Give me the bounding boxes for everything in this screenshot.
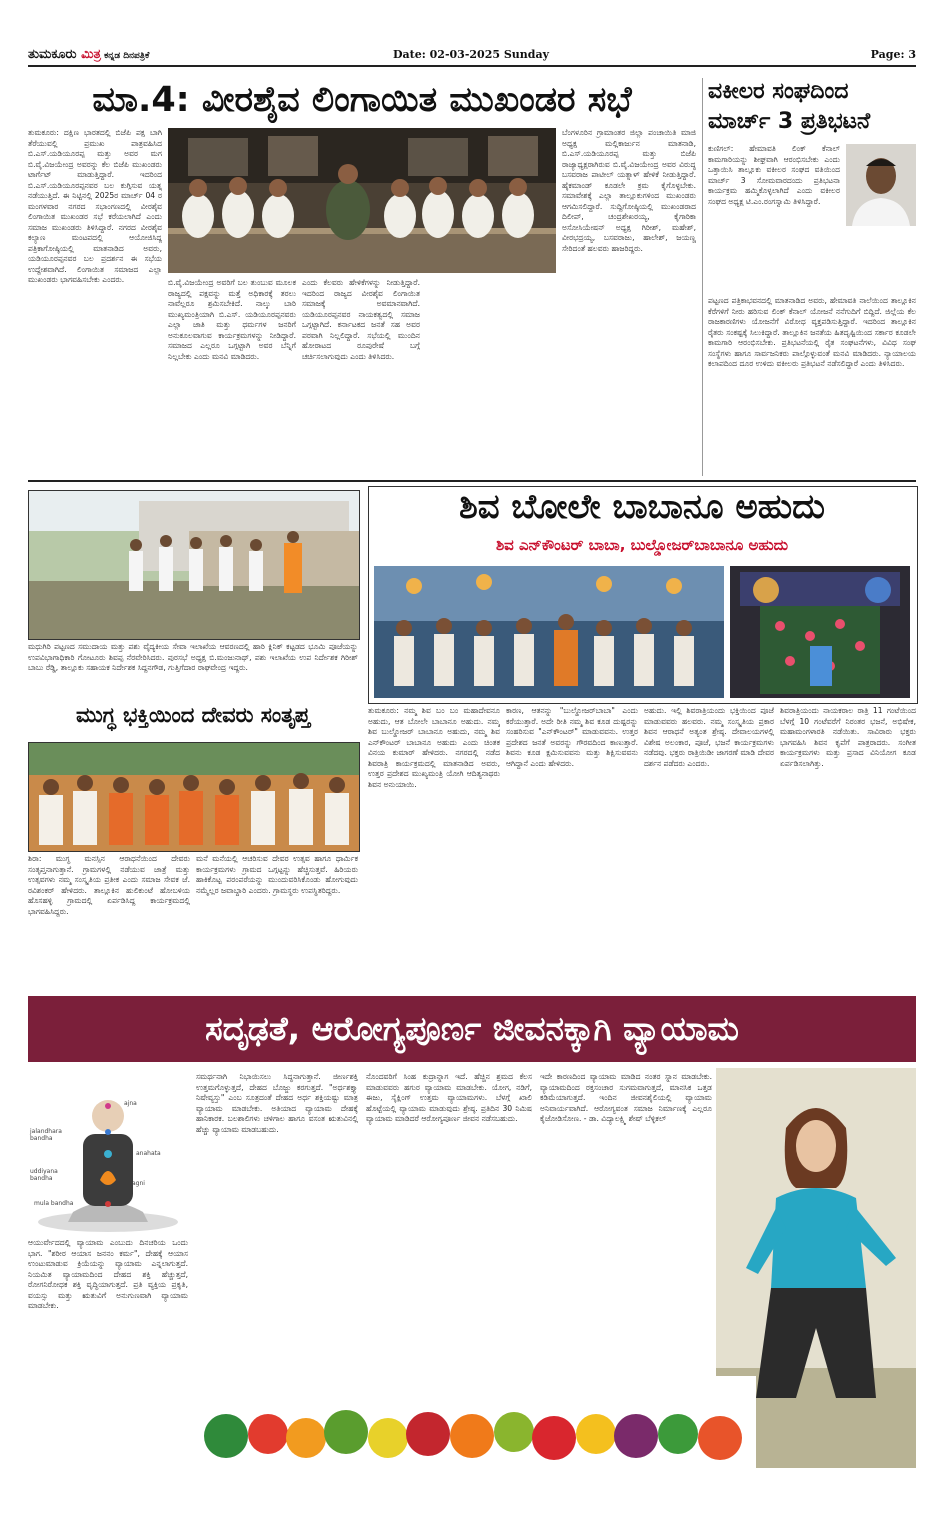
story5-col2: ಮನೆ ಮನೆಯಲ್ಲಿ ಆಚರಿಸುವ ದೇವರ ಉತ್ಸವ ಹಾಗೂ ಧಾರ್ಮಿಕ ಕಾರ್ಯಕ್ರಮಗಳು ಗ್ರಾಮದ ಒಗ್ಗಟ್ಟನ್ನು ಹೆಚ್ಚಿಸುತ್ತವೆ. ಹಿರಿಯರು ಹಾಕಿಕೊಟ್ಟ ಪರಂಪರೆಯನ್ನು ಮುಂದುವರಿಸಿಕೊಂಡು ಹೋಗುವುದು ನಮ್ಮೆಲ್ಲರ ಜವಾಬ್ದಾರಿ ಎಂದರು. ಗ್ರಾಮಸ್ಥರು ಉಪಸ್ಥಿತರಿದ್ದರು. <box>196 854 358 895</box>
story5-headline: ಮುಗ್ಧ ಭಕ್ತಿಯಿಂದ ದೇವರು ಸಂತೃಪ್ತ <box>75 703 311 727</box>
page-number: Page: 3 <box>870 48 916 61</box>
story4-col4: ಶಿವರಾತ್ರಿಯಂದು ನಾಯಕರಾಲ ರಾತ್ರಿ 11 ಗಂಟೆಯಿಂದ ಬೆಳಗ್ಗೆ 10 ಗಂಟೆವರೆಗೆ ನಿರಂತರ ಭಜನೆ, ಅಭಿಷೇಕ, ಮಹಾಮಂಗಳಾರತಿ ನಡೆಯಿತು. ಸಾವಿರಾರು ಭಕ್ತರು ಭಾಗವಹಿಸಿ ಶಿವನ ಕೃಪೆಗೆ ಪಾತ್ರರಾದರು. ಸಂಗೀತ ಕಾರ್ಯಕ್ರಮಗಳು ಮತ್ತು ಪ್ರಸಾದ ವಿನಿಯೋಗ ಕೂಡ ಏರ್ಪಡಿಸಲಾಗಿತ್ತು. <box>780 706 916 768</box>
yoga-diagram <box>28 1072 188 1234</box>
label-uddiyana: uddiyana bandha <box>30 1168 58 1182</box>
story4-headline: ಶಿವ ಬೋಲೇ ಬಾಬಾನೂ ಅಹುದು <box>459 487 825 527</box>
story4-col2: ಕಾರಣ, ಆತನನ್ನು "ಬುಲ್ಡೋಜರ್‌ಬಾಬಾ" ಎಂದು ಕರೆಯುತ್ತಾರೆ. ಅದೇ ರೀತಿ ನಮ್ಮ ಶಿವ ಕೂಡ ದುಷ್ಟರನ್ನು ಸಂಹರಿಸುವ "ಎನ್‌ಕೌಂಟರ್" ಮಾಡುವವನು. ಉತ್ತರ ಪ್ರದೇಶದ ಜನತೆ ಅವರನ್ನು ಗೌರವದಿಂದ ಕಾಣುತ್ತಾರೆ. ಶಿವನು ಕೂಡ ಕ್ಷಮಿಸುವವನು ಮತ್ತು ಶಿಕ್ಷಿಸುವವನು ಆಗಿದ್ದಾನೆ ಎಂದು ಹೇಳಿದರು. <box>506 706 638 768</box>
ground-breaking-illustration <box>29 491 359 639</box>
story1-col2: ಬಿ.ವೈ.ವಿಜಯೇಂದ್ರ ಅವರಿಗೆ ಬಲ ತುಂಬುವ ಮೂಲಕ ರಾಜ್ಯದಲ್ಲಿ ಪಕ್ಷವನ್ನು ಮತ್ತೆ ಅಧಿಕಾರಕ್ಕೆ ತರಲು ನಾವೆಲ್ಲರೂ ಶ್ರಮಿಸಬೇಕಿದೆ. ನಾಲ್ಕು ಬಾರಿ ಮುಖ್ಯಮಂತ್ರಿಯಾಗಿ ಬಿ.ಎಸ್. ಯಡಿಯೂರಪ್ಪನವರು ಎಲ್ಲಾ ಜಾತಿ ಮತ್ತು ಧರ್ಮಗಳ ಜನರಿಗೆ ಅನುಕೂಲವಾಗುವ ಕಾರ್ಯಕ್ರಮಗಳನ್ನು ನೀಡಿದ್ದಾರೆ. ಸಮಾಜದ ಎಲ್ಲರೂ ಒಗ್ಗಟ್ಟಾಗಿ ಅವರ ಬೆನ್ನಿಗೆ ನಿಲ್ಲಬೇಕು ಎಂದು ಮನವಿ ಮಾಡಿದರು. <box>168 278 296 361</box>
story1-col3-cont <box>428 278 556 468</box>
story4-col1: ತುಮಕೂರು: ನಮ್ಮ ಶಿವ ಬಂ ಬಂ ಮಹಾದೇವನೂ ಅಹುದು, ಆತ ಬೋಲೇ ಬಾಬಾನೂ ಅಹುದು. ನಮ್ಮ ಶಿವ ಬುಲ್ಡೋಜರ್ ಬಾಬಾನೂ ಅಹುದು, ನಮ್ಮ ಶಿವ ಎನ್‌ಕೌಂಟರ್ ಬಾಬಾನೂ ಅಹುದು ಎಂದು ಚಿಂತಕ ವಿನಯ ಕುಮಾರ್ ಹೇಳಿದರು. ನಗರದಲ್ಲಿ ನಡೆದ ಶಿವರಾತ್ರಿ ಕಾರ್ಯಕ್ರಮದಲ್ಲಿ ಮಾತನಾಡಿದ ಅವರು, ಉತ್ತರ ಪ್ರದೇಶದ ಮುಖ್ಯಮಂತ್ರಿ ಯೋಗಿ ಆದಿತ್ಯನಾಥರು ಶಿವನ ಅನುಯಾಯಿ. <box>368 706 500 789</box>
story1-col1: ತುಮಕೂರು: ದಕ್ಷಿಣ ಭಾರತದಲ್ಲಿ ಬಿಜೆಪಿ ಪಕ್ಷ ಬಾಗಿ ತೆರೆಯುವಲ್ಲಿ ಪ್ರಮುಖ ಪಾತ್ರವಹಿಸಿದ ಬಿ.ಎಸ್.ಯಡಿಯೂರಪ್ಪ ಮತ್ತು ಅವರ ಮಗ ಬಿ.ವೈ.ವಿಜಯೇಂದ್ರ ಅವರನ್ನು ಕೆಲ ಬಿಜೆಪಿ ಮುಖಂಡರು ಟಾರ್ಗೆಟ್ ಮಾಡುತ್ತಿದ್ದಾರೆ. ಇದರಿಂದ ಬಿ.ಎಸ್.ಯಡಿಯೂರಪ್ಪನವರ ಬಲ ಕುಗ್ಗಿಸುವ ಯತ್ನ ನಡೆಯುತ್ತಿದೆ. ಈ ನಿಟ್ಟಿನಲ್ಲಿ 2025ರ ಮಾರ್ಚ್ 04 ರ ಮಂಗಳವಾರ ನಗರದ ಸಭಾಂಗಣದಲ್ಲಿ ವೀರಶೈವ ಲಿಂಗಾಯಿತ ಮುಖಂಡರ ಸಭೆ ಕರೆಯಲಾಗಿದೆ ಎಂದು ಸಮಾಜ ಮುಖಂಡರು ತಿಳಿಸಿದ್ದಾರೆ. ನಗರದ ವೀರಶೈವ ಕಲ್ಯಾಣ ಮಂಟಪದಲ್ಲಿ ಆಯೋಜಿಸಿದ್ದ ಪತ್ರಿಕಾಗೋಷ್ಠಿಯಲ್ಲಿ ಮಾತನಾಡಿದ ಅವರು, ಯಡಿಯೂರಪ್ಪನವರ ಬಲ ಪ್ರದರ್ಶನ ಈ ಸಭೆಯ ಉದ್ದೇಶವಾಗಿದೆ. ಲಿಂಗಾಯಿತ ಸಮಾಜದ ಎಲ್ಲಾ ಮುಖಂಡರು ಭಾಗವಹಿಸಬೇಕು ಎಂದರು. <box>28 128 162 284</box>
story2-headline-line1: ವಕೀಲರ ಸಂಘದಿಂದ <box>708 79 849 104</box>
story4-col3: ಅಹುದು. ಇಲ್ಲಿ ಶಿವರಾತ್ರಿಯಂದು ಭಕ್ತಿಯಿಂದ ಪೂಜೆ ಮಾಡುವವರು ಹಲವರು. ನಮ್ಮ ಸಂಸ್ಕೃತಿಯ ಪ್ರಕಾರ ಶಿವನ ಆರಾಧನೆ ಅತ್ಯಂತ ಶ್ರೇಷ್ಠ. ದೇವಾಲಯಗಳಲ್ಲಿ ವಿಶೇಷ ಅಲಂಕಾರ, ಪೂಜೆ, ಭಜನೆ ಕಾರ್ಯಕ್ರಮಗಳು ನಡೆದವು. ಭಕ್ತರು ರಾತ್ರಿಯಿಡೀ ಜಾಗರಣೆ ಮಾಡಿ ದೇವರ ದರ್ಶನ ಪಡೆದರು ಎಂದರು. <box>644 706 774 768</box>
label-ajna: ajna <box>124 1100 137 1107</box>
story6-col1: ಆಯುರ್ವೇದದಲ್ಲಿ ವ್ಯಾಯಾಮ ಎಂಬುದು ದಿನಚರಿಯ ಒಂದು ಭಾಗ. "ಶರೀರ ಆಯಾಸ ಜನನಂ ಕರ್ಮ", ದೇಹಕ್ಕೆ ಆಯಾಸ ಉಂಟುಮಾಡುವ ಕ್ರಿಯೆಯನ್ನು ವ್ಯಾಯಾಮ ಎನ್ನಲಾಗುತ್ತದೆ. ನಿಯಮಿತ ವ್ಯಾಯಾಮದಿಂದ ದೇಹದ ಶಕ್ತಿ ಹೆಚ್ಚುತ್ತದೆ, ರೋಗನಿರೋಧಕ ಶಕ್ತಿ ವೃದ್ಧಿಯಾಗುತ್ತದೆ. ಪ್ರತಿ ವ್ಯಕ್ತಿಯ ಪ್ರಕೃತಿ, ವಯಸ್ಸು ಮತ್ತು ಋತುವಿಗೆ ಅನುಗುಣವಾಗಿ ವ್ಯಾಯಾಮ ಮಾಡಬೇಕು. <box>28 1238 188 1310</box>
newspaper-name <box>28 47 149 62</box>
story4-subheadline: ಶಿವ ಎನ್‌ಕೌಂಟರ್ ಬಾಬಾ, ಬುಲ್ಡೋಜರ್‌ಬಾಬಾನೂ ಅಹುದು <box>495 536 789 554</box>
group-photo-illustration <box>374 566 724 698</box>
story3-caption: ಮಧುಗಿರಿ ಪಟ್ಟಣದ ಸಮುದಾಯ ಮತ್ತು ಪಶು ವೈದ್ಯಕೀಯ ಸೇವಾ ಇಲಾಖೆಯ ಆವರಣದಲ್ಲಿ ಹಾರಿ ಕ್ಲಿನಿಕ್ ಕಟ್ಟಡದ ಭೂಮಿ ಪೂಜೆಯನ್ನು ಉಪವಿಭಾಗಾಧಿಕಾರಿ ಗೋಟೂರು ಶಿವಪ್ಪ ನೆರವೇರಿಸಿದರು. ಪುರಸಭೆ ಅಧ್ಯಕ್ಷ ಬಿ.ಮಂಜುನಾಥ್, ಪಶು ಇಲಾಖೆಯ ಉಪ ನಿರ್ದೇಶಕ ಗಿರೀಶ್ ಬಾಬು ರೆಡ್ಡಿ, ತಾಲ್ಲೂಕು ಸಹಾಯಕ ನಿರ್ದೇಶಕ ಸಿದ್ದನಗೌಡ, ಗುತ್ತಿಗೆದಾರ ರಾಘವೇಂದ್ರ ಇದ್ದರು. <box>28 642 358 672</box>
story1-headline: ಮಾ.4: ವೀರಶೈವ ಲಿಂಗಾಯಿತ ಮುಖಂಡರ ಸಭೆ <box>92 80 632 120</box>
label-anahata: anahata <box>136 1150 161 1157</box>
story6-col2: ಸಮರ್ಥನಾಗಿ ನಿಭಾಯಿಸಲು ಸಿದ್ಧನಾಗುತ್ತಾನೆ. ಜೀರ್ಣಶಕ್ತಿ ಉತ್ತಮಗೊಳ್ಳುತ್ತದೆ, ದೇಹದ ಬೊಜ್ಜು ಕರಗುತ್ತದೆ. "ಅರ್ಧಶಕ್ತ್ಯಾ ನಿಷೇವ್ಯಸ್ತು" ಎಂಬ ಸೂತ್ರದಂತೆ ದೇಹದ ಅರ್ಧ ಶಕ್ತಿಯಷ್ಟು ಮಾತ್ರ ವ್ಯಾಯಾಮ ಮಾಡಬೇಕು. ಅತಿಯಾದ ವ್ಯಾಯಾಮ ದೇಹಕ್ಕೆ ಹಾನಿಕಾರಕ. ಬಲಶಾಲಿಗಳು ಚಳಿಗಾಲ ಹಾಗೂ ವಸಂತ ಋತುವಿನಲ್ಲಿ ಹೆಚ್ಚು ವ್ಯಾಯಾಮ ಮಾಡಬಹುದು. <box>196 1072 358 1134</box>
story4-photo-group <box>374 566 724 698</box>
section-divider <box>28 480 916 482</box>
issue-date: Date: 02-03-2025 Sunday <box>393 48 549 61</box>
portrait-illustration <box>846 144 916 226</box>
story5-photo <box>28 742 360 852</box>
story1-photo <box>168 128 556 273</box>
story2-text-top: ಕುಣಿಗಲ್: ಹೇಮಾವತಿ ಲಿಂಕ್ ಕೆನಾಲ್ ಕಾಮಗಾರಿಯನ್ನು ಶೀಘ್ರವಾಗಿ ಆರಂಭಿಸಬೇಕು ಎಂದು ಒತ್ತಾಯಿಸಿ ತಾಲ್ಲೂಕು ವಕೀಲರ ಸಂಘದ ವತಿಯಿಂದ ಮಾರ್ಚ್ 3 ಸೋಮವಾರದಂದು ಪ್ರತಿಭಟನಾ ಕಾರ್ಯಕ್ರಮ ಹಮ್ಮಿಕೊಳ್ಳಲಾಗಿದೆ ಎಂದು ವಕೀಲರ ಸಂಘದ ಅಧ್ಯಕ್ಷ ಟಿ.ಎಂ.ರಂಗಸ್ವಾಮಿ ತಿಳಿಸಿದ್ದಾರೆ. <box>708 144 840 206</box>
story3-photo <box>28 490 360 640</box>
devotees-illustration <box>29 743 359 851</box>
banner-headline: ಸದೃಢತೆ, ಆರೋಗ್ಯಪೂರ್ಣ ಜೀವನಕ್ಕಾಗಿ ವ್ಯಾಯಾಮ <box>205 1009 739 1048</box>
label-mula: mula bandha <box>34 1200 74 1207</box>
ajna-point <box>105 1103 111 1109</box>
fruits-vegetables-photo <box>196 1376 756 1468</box>
story6-col4: ಇದೇ ಕಾರಣದಿಂದ ವ್ಯಾಯಾಮ ಮಾಡಿದ ನಂತರ ಸ್ನಾನ ಮಾಡಬೇಕು. ವ್ಯಾಯಾಮದಿಂದ ರಕ್ತಸಂಚಾರ ಸುಗಮವಾಗುತ್ತದೆ, ಮಾನಸಿಕ ಒತ್ತಡ ಕಡಿಮೆಯಾಗುತ್ತದೆ. ಇಂದಿನ ಜೀವನಶೈಲಿಯಲ್ಲಿ ವ್ಯಾಯಾಮ ಅನಿವಾರ್ಯವಾಗಿದೆ. ಆರೋಗ್ಯವಂತ ಸಮಾಜ ನಿರ್ಮಾಣಕ್ಕೆ ಎಲ್ಲರೂ ಕೈಜೋಡಿಸೋಣ. - ಡಾ. ವಿದ್ಯಾಲಕ್ಷ್ಮಿ ಶೇಷ್ ಬೆಳ್ಳಿಕಲ್ <box>540 1072 712 1123</box>
story6-col3: ನೊಂದವರಿಗೆ ಸಿಂಹ ಕುದ್ರಾನ್ನಾಗ ಇದೆ. ಹೆಚ್ಚಿನ ಶ್ರಮದ ಕೆಲಸ ಮಾಡುವವರು ಹಗುರ ವ್ಯಾಯಾಮ ಮಾಡಬೇಕು. ಯೋಗ, ನಡಿಗೆ, ಈಜು, ಸೈಕ್ಲಿಂಗ್ ಉತ್ತಮ ವ್ಯಾಯಾಮಗಳು. ಬೆಳಗ್ಗೆ ಖಾಲಿ ಹೊಟ್ಟೆಯಲ್ಲಿ ವ್ಯಾಯಾಮ ಮಾಡುವುದು ಶ್ರೇಷ್ಠ. ಪ್ರತಿದಿನ 30 ನಿಮಿಷ ವ್ಯಾಯಾಮ ಮಾಡಿದರೆ ಆರೋಗ್ಯಪೂರ್ಣ ಜೀವನ ನಡೆಸಬಹುದು. <box>366 1072 532 1123</box>
story2-headline-line2: ಮಾರ್ಚ್ 3 ಪ್ರತಿಭಟನೆ <box>708 109 871 134</box>
brand-accent: ಮಿತ್ರ <box>81 47 101 62</box>
story4-photo-shrine <box>730 566 910 698</box>
story1-col4: ಬೆಂಗಳೂರಿನ ಗ್ರಾಮಾಂತರ ಜಿಲ್ಲಾ ಪಂಚಾಯಿತಿ ಮಾಜಿ ಅಧ್ಯಕ್ಷ ಮಲ್ಲಿಕಾರ್ಜುನ ಮಾತನಾಡಿ, ಬಿ.ಎಸ್.ಯಡಿಯೂರಪ್ಪ ಮತ್ತು ಬಿಜೆಪಿ ರಾಜ್ಯಾಧ್ಯಕ್ಷರಾಗಿರುವ ಬಿ.ವೈ.ವಿಜಯೇಂದ್ರ ಅವರ ವಿರುದ್ಧ ಬಸವರಾಜ ಪಾಟೀಲ್ ಯತ್ನಾಳ್ ಹೇಳಿಕೆ ನೀಡುತ್ತಿದ್ದಾರೆ. ಹೈಕಮಾಂಡ್ ಕೂಡಲೇ ಕ್ರಮ ಕೈಗೊಳ್ಳಬೇಕು. ಸಮಾವೇಶಕ್ಕೆ ಎಲ್ಲಾ ತಾಲ್ಲೂಕುಗಳಿಂದ ಮುಖಂಡರು ಆಗಮಿಸಲಿದ್ದಾರೆ. ಸುದ್ದಿಗೋಷ್ಠಿಯಲ್ಲಿ ಮುಖಂಡರಾದ ದಿಲೀಪ್, ಚಂದ್ರಶೇಖರಯ್ಯ, ಕೈಗಾರಿಕಾ ಅಸೋಸಿಯೇಷನ್ ಅಧ್ಯಕ್ಷ ಗಿರೀಶ್, ಮಹೇಶ್, ವೀರಭದ್ರಯ್ಯ, ಬಸವರಾಜು, ಹಾಲೇಶ್, ಜಯಣ್ಣ ಸೇರಿದಂತೆ ಹಲವರು ಹಾಜರಿದ್ದರು. <box>562 128 696 253</box>
story2-portrait <box>846 144 916 226</box>
shrine-illustration <box>730 566 910 698</box>
health-banner <box>28 996 916 1062</box>
brand-part: ತುಮಕೂರು <box>28 47 82 62</box>
fruits-illustration <box>196 1376 756 1468</box>
bandha-figure-illustration <box>28 1072 188 1234</box>
brand-tagline: ಕನ್ನಡ ದಿನಪತ್ರಿಕೆ <box>100 51 150 61</box>
press-meet-illustration <box>168 128 556 273</box>
story5-col1: ಶಿರಾ: ಮುಗ್ಧ ಮನಸ್ಸಿನ ಆರಾಧನೆಯಿಂದ ದೇವರು ಸಂತೃಪ್ತನಾಗುತ್ತಾನೆ. ಗ್ರಾಮಗಳಲ್ಲಿ ನಡೆಯುವ ಜಾತ್ರೆ ಮತ್ತು ಉತ್ಸವಗಳು ನಮ್ಮ ಸಂಸ್ಕೃತಿಯ ಪ್ರತೀಕ ಎಂದು ಸಮಾಜ ಸೇವಕ ಜೆ. ರವಿಶಂಕರ್ ಹೇಳಿದರು. ತಾಲ್ಲೂಕಿನ ಹುಲಿಕುಂಟೆ ಹೋಬಳಿಯ ಹೊಸಹಳ್ಳಿ ಗ್ರಾಮದಲ್ಲಿ ಏರ್ಪಡಿಸಿದ್ದ ಕಾರ್ಯಕ್ರಮದಲ್ಲಿ ಭಾಗವಹಿಸಿದ್ದರು. <box>28 854 190 916</box>
story1-col3: ಎಂದು ಕೆಲವರು ಹೇಳಿಕೆಗಳನ್ನು ನೀಡುತ್ತಿದ್ದಾರೆ. ಇದರಿಂದ ರಾಜ್ಯದ ವೀರಶೈವ ಲಿಂಗಾಯಿತ ಸಮಾಜಕ್ಕೆ ಅವಮಾನವಾಗಿದೆ. ಯಡಿಯೂರಪ್ಪನವರ ನಾಯಕತ್ವದಲ್ಲಿ ಸಮಾಜ ಒಗ್ಗಟ್ಟಾಗಿದೆ. ಕರ್ನಾಟಕದ ಜನತೆ ಸಹ ಅವರ ಪರವಾಗಿ ನಿಲ್ಲಲಿದ್ದಾರೆ. ಸಭೆಯಲ್ಲಿ ಮುಂದಿನ ಹೋರಾಟದ ರೂಪುರೇಷೆ ಬಗ್ಗೆ ಚರ್ಚಿಸಲಾಗುವುದು ಎಂದು ತಿಳಿಸಿದರು. <box>302 278 420 361</box>
label-agni: agni <box>132 1180 145 1187</box>
story2-text-bottom: ಪಟ್ಟಣದ ಪತ್ರಿಕಾಭವನದಲ್ಲಿ ಮಾತನಾಡಿದ ಅವರು, ಹೇಮಾವತಿ ನಾಲೆಯಿಂದ ತಾಲ್ಲೂಕಿನ ಕೆರೆಗಳಿಗೆ ನೀರು ಹರಿಸುವ ಲಿಂಕ್ ಕೆನಾಲ್ ಯೋಜನೆ ನನೆಗುದಿಗೆ ಬಿದ್ದಿದೆ. ಜಿಲ್ಲೆಯ ಕೆಲ ರಾಜಕಾರಣಿಗಳು ಯೋಜನೆಗೆ ವಿರೋಧ ವ್ಯಕ್ತಪಡಿಸುತ್ತಿದ್ದಾರೆ. ಇದರಿಂದ ತಾಲ್ಲೂಕಿನ ರೈತರು ಸಂಕಷ್ಟಕ್ಕೆ ಸಿಲುಕಿದ್ದಾರೆ. ತಾಲ್ಲೂಕಿನ ಜನತೆಯ ಹಿತದೃಷ್ಟಿಯಿಂದ ಸರ್ಕಾರ ಕೂಡಲೇ ಕಾಮಗಾರಿ ಆರಂಭಿಸಬೇಕು. ಪ್ರತಿಭಟನೆಯಲ್ಲಿ ರೈತ ಸಂಘಟನೆಗಳು, ವಿವಿಧ ಸಂಘ ಸಂಸ್ಥೆಗಳು ಹಾಗೂ ಸಾರ್ವಜನಿಕರು ಪಾಲ್ಗೊಳ್ಳುವಂತೆ ಮನವಿ ಮಾಡಿದರು. ನ್ಯಾಯಾಲಯ ಕಲಾಪದಿಂದ ದೂರ ಉಳಿದು ವಕೀಲರು ಪ್ರತಿಭಟನೆ ನಡೆಸಲಿದ್ದಾರೆ ಎಂದು ತಿಳಿಸಿದರು. <box>708 296 916 368</box>
label-jalandhara: jalandhara bandha <box>30 1128 62 1142</box>
column-divider <box>702 78 703 476</box>
masthead <box>28 47 916 67</box>
